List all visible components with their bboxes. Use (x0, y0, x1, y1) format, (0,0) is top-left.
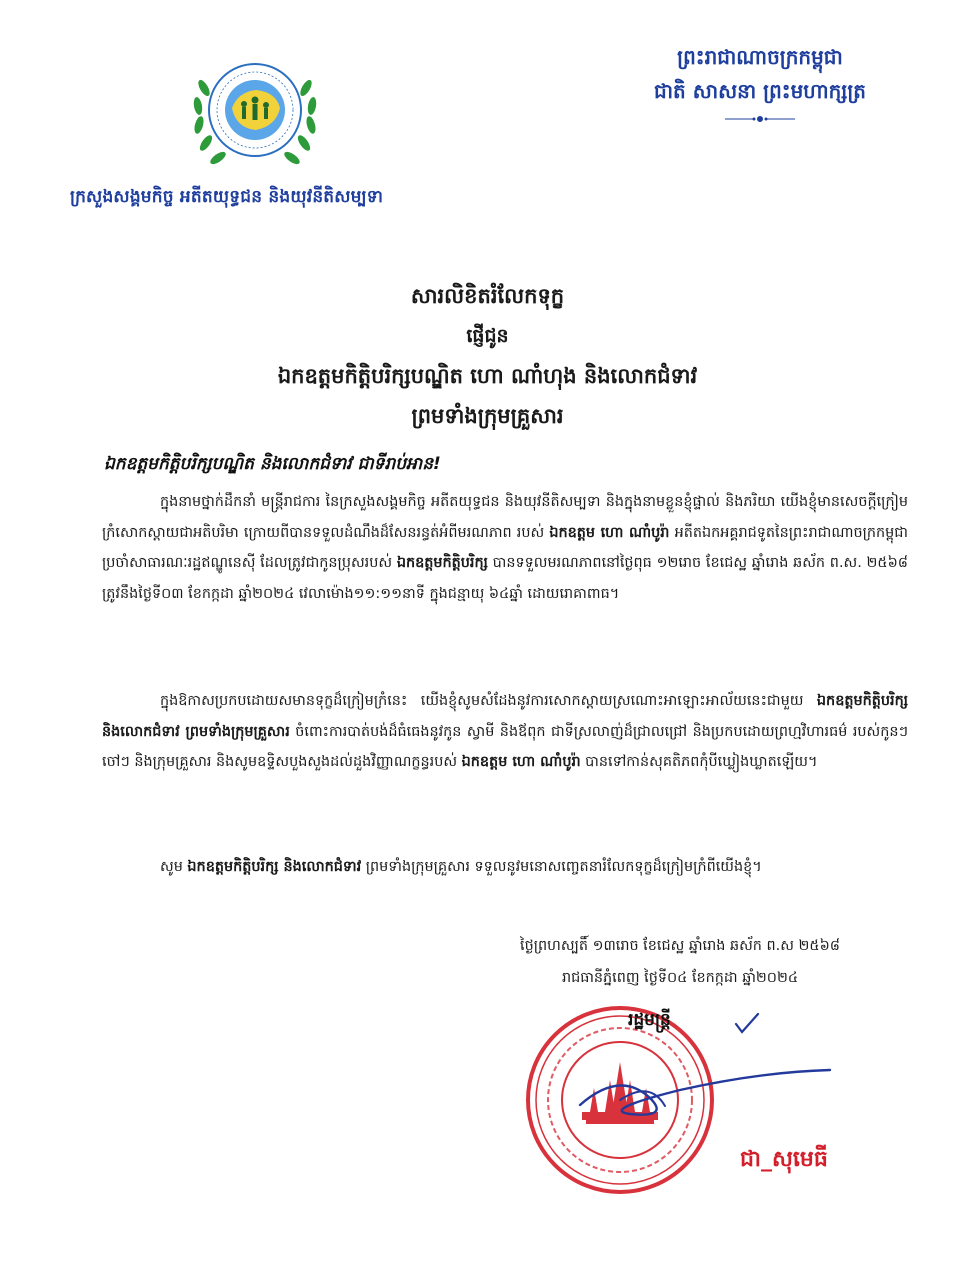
letter-titles (0, 276, 975, 436)
paragraph-emphasis: ឯកឧត្តមកិត្តិបរិក្ស និងលោកជំទាវ ព្រមទាំងក្រុមគ្រួសារ (102, 693, 908, 740)
signature-scribble-icon (560, 1010, 860, 1130)
kingdom-title: ព្រះរាជាណាចក្រកម្ពុជា (677, 45, 843, 69)
salutation: ឯកឧត្តមកិត្តិបរិក្សបណ្ឌិត និងលោកជំទាវ ជាទីរាប់អាន! (104, 454, 441, 474)
signatory-name: ជា_សុមេធី (740, 1147, 828, 1172)
kingdom-header (610, 40, 910, 124)
paragraph-2 (102, 686, 908, 778)
paragraph-text: ក្នុងនាមថ្នាក់ដឹកនាំ មន្ត្រីរាជការ នៃក្រសួងសង្គមកិច្ច អតីតយុទ្ធជន និងយុវនីតិសម្បទា និងក្នុងនាមខ្លួនខ្ញុំផ្ទាល់ និងភរិយា យើងខ្ញុំមានសេចក្ដីក្រៀមក្រំសោកស្ដាយជាអតិបរិមា ក្រោយពីបានទទួលដំណឹងដ៏សែនរន្ធត់អំពីមរណភាព របស់ (102, 494, 908, 541)
letter-recipient: ឯកឧត្តមកិត្តិបរិក្សបណ្ឌិត ហោ ណាំហុង និងលោកជំទាវ (277, 363, 698, 388)
letter-title: សារលិខិតរំលែកទុក្ខ (410, 283, 565, 308)
paragraph-emphasis: ឯកឧត្តមកិត្តិបរិក្ស និងលោកជំទាវ (187, 859, 362, 875)
paragraph-text: ចំពោះការបាត់បង់ដ៏ធំធេងនូវកូន ស្វាមី និងឪពុក ជាទីស្រលាញ់ដ៏ជ្រាលជ្រៅ និងប្រកបដោយព្រហ្មវិហារធម៌ របស់កូនៗ ចៅៗ និងក្រុមគ្រួសារ និងសូមឧទ្ទិសបួងសួងដល់ដួងវិញ្ញាណក្ខន្ធរបស់ (102, 723, 908, 770)
national-motto: ជាតិ សាសនា ព្រះមហាក្សត្រ (654, 79, 866, 103)
lunar-date: ថ្ងៃព្រហស្បតិ៍ ១៣រោច ខែជេស្ឋ ឆ្នាំរោង ឆស័ក ព.ស ២៥៦៨ (520, 938, 840, 954)
paragraph-text: អតីតឯកអគ្គរាជទូតនៃព្រះរាជាណាចក្រកម្ពុជាប្រចាំសាធារណៈរដ្ឋឥណ្ឌូនេស៊ី ដែលត្រូវជាកូនប្រុសរបស់ (102, 524, 909, 571)
letter-recipient-family: ព្រមទាំងក្រុមគ្រួសារ (411, 403, 564, 428)
paragraph-emphasis: ឯកឧត្តម ហោ ណាំបូរ៉ា (549, 524, 670, 541)
ministry-name: ក្រសួងសង្គមកិច្ច អតីតយុទ្ធជន និងយុវនីតិសម្បទា (70, 187, 384, 207)
ministry-emblem-icon (190, 48, 320, 178)
letter-addressed-to: ផ្ញើជូន (466, 325, 509, 347)
paragraph-text: បានទៅកាន់សុគតិភពកុំបីឃ្លៀងឃ្លាតឡើយ។ (580, 754, 818, 770)
signatory-title: រដ្ឋមន្ត្រី (628, 1010, 671, 1030)
paragraph-text: បានទទួលមរណភាពនៅថ្ងៃពុធ ១២រោច ខែជេស្ឋ ឆ្នាំរោង ឆស័ក ព.ស. ២៥៦៨ ត្រូវនឹងថ្ងៃទី០៣ ខែកក្កដា ឆ្នាំ២០២៤ វេលាម៉ោង១១:១១នាទី ក្នុងជន្មាយុ ៦៤ឆ្នាំ ដោយរោគាពាធ។ (102, 555, 908, 602)
paragraph-text: ក្នុងឱកាសប្រកបដោយសមានទុក្ខដ៏ក្រៀមក្រំនេះ យើងខ្ញុំសូមសំដែងនូវការសោកស្ដាយស្រណោះអាឡោះអាល័យនេះជាមួយ (160, 693, 817, 709)
paragraph-text: សូម (160, 859, 188, 875)
ministry-logo (190, 48, 320, 178)
paragraph-emphasis: ឯកឧត្តម ហោ ណាំបូរ៉ា (461, 754, 581, 770)
paragraph-3 (102, 852, 908, 883)
paragraph-emphasis: ឯកឧត្តមកិត្តិបរិក្ស (396, 555, 488, 571)
letter-date (440, 930, 920, 994)
ornament-divider-icon (725, 114, 795, 124)
solar-date: រាជធានីភ្នំពេញ ថ្ងៃទី០៤ ខែកក្កដា ឆ្នាំ២០២៤ (561, 970, 799, 986)
paragraph-text: ព្រមទាំងក្រុមគ្រួសារ ទទួលនូវមនោសញ្ចេតនារំលែកទុក្ខដ៏ក្រៀមក្រំពីយើងខ្ញុំ។ (361, 859, 762, 875)
paragraph-1 (102, 487, 908, 609)
